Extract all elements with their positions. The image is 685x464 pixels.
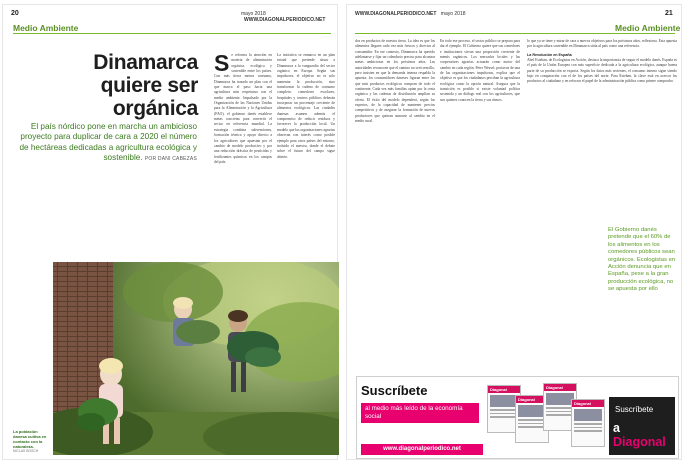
ad-tagline: al medio más leído de la economía social: [361, 403, 479, 423]
right-column-3-intro: lo que ya se tiene y mirar de cara a nuevos objetivos para los próximos años, reflexiona. Esta apuesta por la agricultura sostenible en Dinamarca sitúa al país como una referencia.: [527, 39, 677, 49]
right-column-2-text: En todo ese proceso, el sector público se prepara para dar el ejemplo. El Gobierno quiere que sus comedores e instituciones sirvan una proporción creciente de menús orgánicos. Los mercados locales y las cooperativas agrarias actuarán como motor del cambio en cada región. Peter Wessel, portavoz de una de las organizaciones impulsoras, explica que el objetivo es que los ciudadanos perciban la agricultura ecológica como la opción natural. Asegura que la transición es posible si existe voluntad política sostenida y un diálogo real con los agricultores, que son quienes conocen la tierra y sus ritmos.: [440, 39, 520, 102]
newspaper-masthead: Diagonal: [516, 396, 548, 403]
left-column-2-text: La iniciativa se enmarca en un plan estatal que pretende situar a Dinamarca a la vanguardia del sector orgánico en Europa. Según sus impulsores, el objetivo no es solo aumentar la producción, sino transformar la cadena de consumo completa: comedores escolares, hospitales y centros públicos deberán incorporar un porcentaje creciente de alimentos ecológicos. Las ciudades danesas asumen además el compromiso de reducir residuos y favorecer la producción local. Un modelo que las organizaciones agrarias observan con interés como posible ejemplo para otros países del entorno, incluido el nuestro, donde el debate sobre el futuro del campo sigue abierto.: [277, 53, 335, 159]
right-column-1-text: dos en productos de nuestra tierra. La idea es que los alimentos lleguen cada vez más frescos y directos al consumidor. En ese contexto, Dinamarca ha querido adelantarse y fijar un calendario preciso para alcanzar metas ambiciosas en los próximos años. Las autoridades reconocen que el camino no será sencillo, pero insisten en que la demanda interna respalda la apuesta: los consumidores daneses figuran entre los que más productos ecológicos compran de todo el continente. Cada vez más familias optan por la cesta orgánica y las cadenas de distribución amplían su oferta. El éxito del modelo dependerá, según los expertos, de la capacidad de mantener precios competitivos y de asegurar la formación de nuevos productores que quieran sumarse al cambio en el medio rural.: [355, 39, 435, 124]
photo-credit: NICLAS BOSCH: [13, 449, 39, 453]
ad-subscribe-box[interactable]: [609, 397, 675, 455]
left-section-rule: [13, 33, 331, 34]
right-page-header: [355, 11, 466, 17]
deck-text: El país nórdico pone en marcha un ambicioso proyecto para duplicar de cara a 2020 el número de hectáreas dedicadas a agricultura ecológica y sostenible.: [19, 122, 197, 163]
right-site-url: WWW.DIAGONALPERIODICO.NET: [355, 11, 437, 17]
ad-box-brand: Diagonal: [613, 435, 666, 449]
left-date-line: mayo 2018: [241, 11, 266, 17]
article-deck: [19, 122, 197, 165]
photo-caption-text: La población danesa cultiva en contacto con la naturaleza.: [13, 429, 47, 449]
subscription-ad[interactable]: [356, 376, 679, 459]
newspaper-masthead: Diagonal: [488, 386, 520, 393]
left-page: [2, 4, 338, 460]
article-photo: [53, 262, 339, 455]
drop-cap: S: [214, 53, 230, 76]
right-column-1: [355, 39, 435, 364]
right-subhead: La Revolución en España: [527, 52, 572, 57]
left-section-label: Medio Ambiente: [13, 23, 79, 33]
left-page-number: 20: [11, 10, 19, 17]
ad-box-prefix: a: [613, 421, 620, 435]
ad-box-line1: Suscríbete: [615, 405, 654, 414]
newspaper-cover: [571, 399, 605, 447]
photo-caption: [13, 429, 49, 454]
pull-quote: El Gobierno danés pretende que el 60% de los alimentos en los comedores públicos sean orgánicos. Ecologistas en Acción denuncia que en España, pese a la gran producción ecológica, no se apuesta por ello: [608, 227, 676, 293]
left-column-1-text: e reforma la atención en materia de alimentación orgánica, ecológica y sostenible entre los países. Con más tierra menos consumo, Dinamarca ha trazado un plan con el que marca el paso hacia una agricultura más respetuosa con el medio ambiente. Impulsado por la Organización de las Naciones Unidas para la Alimentación y la Agricultura (FAO), el gobierno danés establece metas concretas para convertir el sector en referencia mundial. La estrategia combina subvenciones, formación técnica y apoyo directo a los agricultores que apuestan por el cambio de modelo productivo y por una reducción drástica de pesticidas y fertilizantes químicos en los campos del país.: [214, 53, 272, 164]
right-column-2: [440, 39, 520, 364]
ad-headline: Suscríbete: [361, 383, 428, 398]
right-column-3: [527, 39, 677, 219]
newspaper-masthead: Diagonal: [544, 384, 576, 391]
right-column-3-body: Abel Esteban, de Ecologistas en Acción, destaca la importancia de seguir el modelo danés. España es el país de la Unión Europea con más superficie dedicada a la agricultura ecológica, aunque buena parte de su producción se exporta. Según los datos más recientes, el consumo interno sigue siendo bajo en comparación con el de los países del norte. Para Esteban, la clave está en acercar los productos al ciudadano y en reforzar el papel de la administración pública como primer comprador.: [527, 58, 677, 84]
left-column-2: [277, 53, 335, 253]
right-date-line: mayo 2018: [440, 11, 466, 17]
ad-box-line2: [613, 421, 675, 449]
right-section-label: Medio Ambiente: [615, 23, 681, 33]
newspaper-masthead: Diagonal: [572, 400, 604, 407]
garden-children-photo: [53, 262, 339, 455]
ad-url-link[interactable]: www.diagonalperiodico.net: [361, 444, 483, 455]
article-headline: Dinamarca quiere ser orgánica: [93, 51, 198, 120]
left-column-1: [214, 53, 272, 253]
article-byline: POR DANI CABEZAS: [144, 156, 197, 163]
left-site-url: WWW.DIAGONALPERIODICO.NET: [244, 17, 326, 23]
right-page-number: 21: [665, 10, 673, 17]
left-page-header: [241, 11, 337, 23]
ad-newspaper-covers: [487, 381, 607, 456]
right-page: [346, 4, 682, 460]
right-section-rule: [355, 33, 675, 34]
